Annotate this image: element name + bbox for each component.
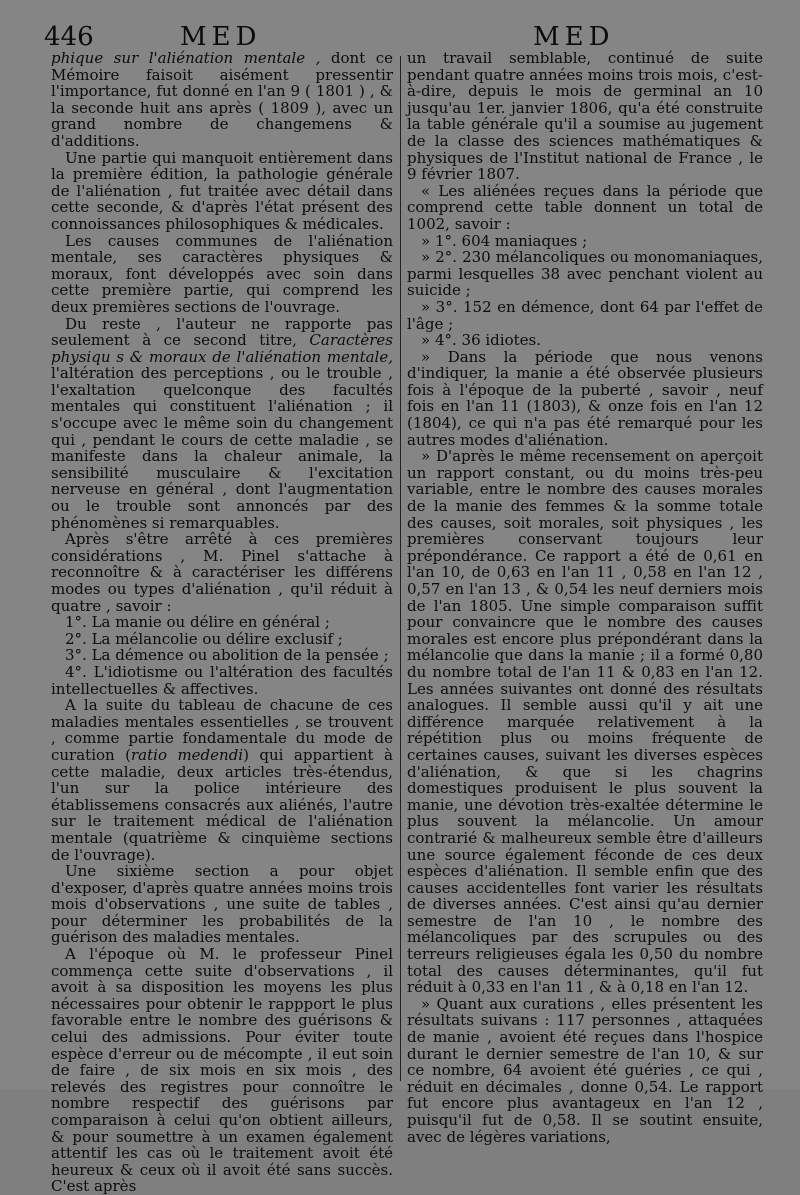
paragraph: Les causes communes de l'aliénation mentale, ses caractères physiques & moraux, font développés avec soin dans cette première partie, qui comprend les deux premières sections de l'ouvrage. — [51, 231, 393, 316]
paragraph: Une partie qui manquoit entièrement dans la première édition, la pathologie générale de l'aliénation , fut traitée avec détail dans cette seconde, & d'après l'état présent des connoissances philosophiques & médicales. — [51, 148, 393, 233]
paragraph-text: l'altération des perceptions , ou le trouble , l'exaltation quelconque des facultés mentales qui constituent l'aliénation ; il s'occupe avec le même soin du changement qui , pendant le cours de cette maladie , se manifeste dans la chaleur animale, la sensibilité musculaire & l'excitation nerveuse en général , dont l'augmentation ou le trouble sont annoncés par des phénomènes si remarquables. — [51, 364, 393, 532]
paragraph-text: ) qui appartient à cette maladie, deux articles très-étendus, l'un sur la police intérieure des établissemens consacrés aux aliénés, l'autre sur le traitement médical de l'aliénation mentale (quatrième & cinquième sections de l'ouvrage). — [51, 745, 393, 864]
quote-paragraph: » Quant aux curations , elles présentent les résultats suivans : 117 personnes , attaquées de manie , avoient été reçues dans l'hospice durant le dernier semestre de l'an 10, & sur ce nombre, 64 avoient été guéries , ce qui , réduit en décimales , donne 0,54. Le rapport fut encore plus avantageux en l'an 12 , puisqu'il fut de 0,58. Il se soutint ensuite, avec de légères variations, — [407, 994, 763, 1146]
italic-latin: ratio medendi — [131, 745, 244, 764]
right-column — [407, 49, 763, 1146]
list-item: » 2°. 230 mélancoliques ou monomaniaques, parmi lesquelles 38 avec penchant violent au suicide ; — [407, 248, 763, 300]
list-item: » 4°. 36 idiotes. — [421, 331, 541, 350]
quote-paragraph: » D'après le même recensement on aperçoit un rapport constant, ou du moins très-peu variable, entre le nombre des causes morales de la manie des femmes & la somme totale des causes, soit morales, soit physiques , les premières conservant toujours leur prépondérance. Ce rapport a été de 0,61 en l'an 10, de 0,63 en l'an 11 , 0,58 en l'an 12 , 0,57 en l'an 13 , & 0,54 les neuf derniers mois de l'an 1805. Une simple comparaison suffit pour convaincre que le nombre des causes morales est encore plus prépondérant dans la mélancolie que dans la manie ; il a formé 0,80 du nombre total de l'an 11 & 0,83 en l'an 12. Les années suivantes ont donné des résultats analogues. Il semble aussi qu'il y ait une différence marquée relativement à la répétition plus ou moins fréquente de certaines causes, suivant les diverses espèces d'aliénation, & que si les chagrins domestiques produisent le plus souvent la manie, une dévotion très-exaltée détermine le plus souvent la mélancolie. Un amour contrarié & malheureux semble être d'ailleurs une source également féconde de ces deux espèces d'aliénation. Il semble enfin que des causes accidentelles font varier les résultats de diverses années. C'est ainsi qu'au dernier semestre de l'an 10 , le nombre des mélancoliques par des scrupules ou des terreurs religieuses égala les 0,50 du nombre total des causes déterminantes, qu'il fut réduit à 0,33 en l'an 11 , & à 0,18 en l'an 12. — [407, 447, 763, 997]
list-item: 4°. L'idiotisme ou l'altération des facultés intellectuelles & affectives. — [51, 662, 393, 698]
paragraph — [51, 316, 393, 532]
quote-paragraph: « Les aliénées reçues dans la période que comprend cette table donnent un total de 1002, savoir : — [407, 181, 763, 233]
paragraph-text: Du reste , l'auteur ne rapporte pas seulement à ce second titre, — [51, 314, 393, 350]
left-column — [51, 49, 393, 1195]
list-item: » 3°. 152 en démence, dont 64 par l'effet de l'âge ; — [407, 297, 763, 333]
paragraph: Après s'être arrêté à ces premières considérations , M. Pinel s'attache à reconnoître & à caractériser les différens modes ou types d'aliénation , qu'il réduit à quatre , savoir : — [51, 530, 393, 615]
paragraph: Une sixième section a pour objet d'exposer, d'après quatre années moins trois mois d'observations , une suite de tables , pour déterminer les probabilités de la guérison des maladies mentales. — [51, 862, 393, 947]
paragraph — [51, 50, 393, 150]
list-item: 2°. La mélancolie ou délire exclusif ; — [65, 629, 343, 648]
list-item: 3°. La démence ou abolition de la pensée ; — [65, 646, 389, 665]
quote-paragraph: » Dans la période que nous venons d'indiquer, la manie a été observée plusieurs fois à l'époque de la puberté , savoir , neuf fois en l'an 11 (1803), & onze fois en l'an 12 (1804), ce qui n'a pas été remarqué pour les autres modes d'aliénation. — [407, 347, 763, 449]
headword-left: MED — [180, 22, 262, 52]
list-item: 1°. La manie ou délire en général ; — [65, 613, 330, 632]
paragraph: un travail semblable, continué de suite pendant quatre années moins trois mois, c'est-à-dire, depuis le mois de germinal an 10 jusqu'au 1er. janvier 1806, qu'a été construite la table générale qu'il a soumise au jugement de la classe des sciences mathématiques & physiques de l'Institut national de France , le 9 février 1807. — [407, 49, 763, 184]
headword-right: MED — [533, 22, 615, 52]
paragraph-text: dont ce Mémoire faisoit aisément pressentir l'importance, fut donné en l'an 9 ( 1801 ) , & la seconde huit ans après ( 1809 ), avec un grand nombre de changemens & d'additions. — [51, 49, 393, 150]
page-number: 446 — [44, 22, 94, 52]
paragraph-text: A la suite du tableau de chacune de ces maladies mentales essentielles , se trouvent , comme partie fondamentale du mode de curation ( — [51, 696, 393, 764]
paragraph — [51, 697, 393, 863]
italic-title: phique sur l'aliénation mentale , — [51, 49, 321, 67]
italic-title: Caractères physiqu s & moraux de l'aliénation mentale, — [51, 331, 393, 366]
column-divider — [400, 56, 401, 1081]
paragraph: A l'époque où M. le professeur Pinel commença cette suite d'observations , il avoit à sa disposition les moyens les plus nécessaires pour obtenir le rappport le plus favorable entre le nombre des guérisons & celui des admissions. Pour éviter toute espèce d'erreur ou de mécompte , il eut soin de faire , de six mois en six mois , des relevés des registres pour connoître le nombre respectif des guérisons par comparaison à celui qu'on obtient ailleurs, & pour soumettre à un examen également attentif les cas où le traitement avoit été heureux & ceux où il avoit été sans succès. C'est après — [51, 945, 393, 1195]
list-item: » 1°. 604 maniaques ; — [421, 231, 588, 250]
